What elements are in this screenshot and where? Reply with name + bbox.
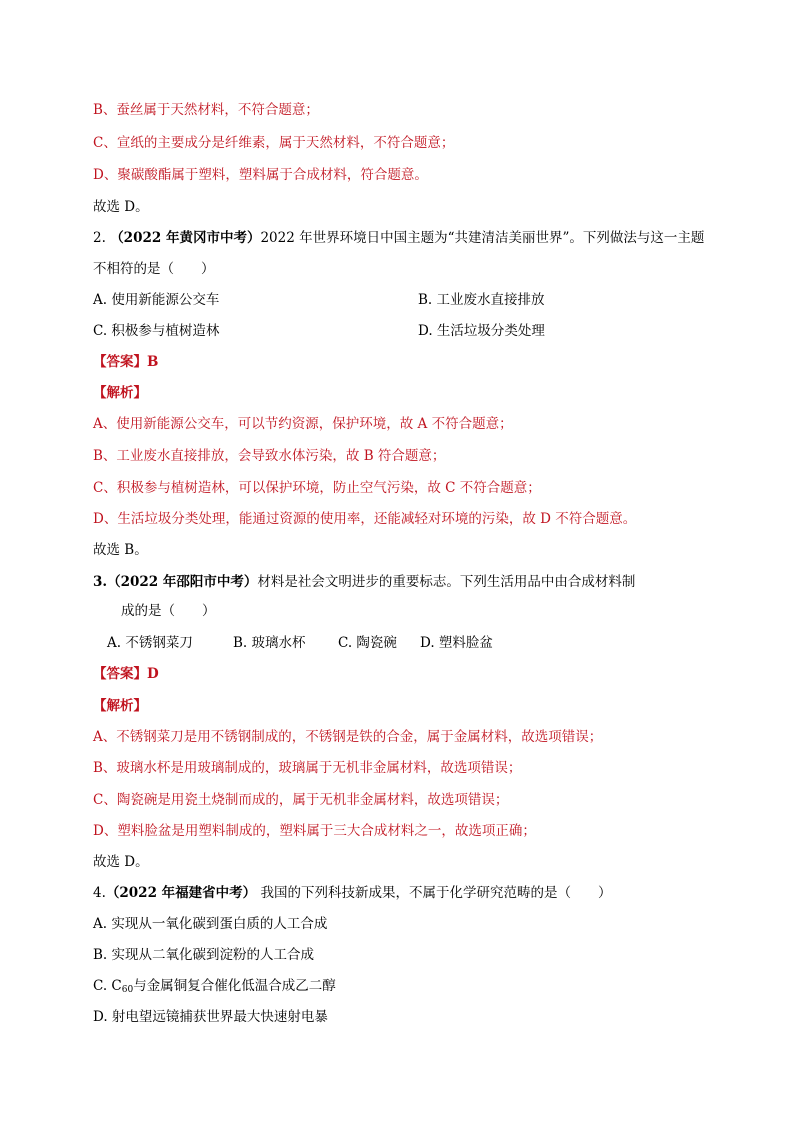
q4-option-d: D. 射电望远镜捕获世界最大快速射电暴 <box>93 1009 328 1025</box>
q2-option-d: D. 生活垃圾分类处理 <box>418 323 545 339</box>
q2-option-b: B. 工业废水直接排放 <box>418 292 545 308</box>
q3-number: 3. <box>93 574 108 590</box>
q4-option-c-text: 与金属铜复合催化低温合成乙二醇 <box>133 978 336 994</box>
q4-stem-line <box>93 883 611 903</box>
q4-source: （2022 年福建省中考） <box>105 885 257 901</box>
q3-option-b: B. 玻璃水杯 <box>233 635 306 651</box>
q2-stem-line1 <box>93 228 704 248</box>
q4-option-c-prefix: C. C <box>93 978 122 994</box>
q2-analysis-a: A、使用新能源公交车，可以节约资源，保护环境，故 A 不符合题意； <box>93 416 513 432</box>
q3-answer: 【答案】D <box>93 666 159 682</box>
q3-analysis-a: A、不锈钢菜刀是用不锈钢制成的，不锈钢是铁的合金，属于金属材料，故选项错误； <box>93 729 603 745</box>
q1-analysis-d: D、聚碳酸酯属于塑料，塑料属于合成材料，符合题意。 <box>93 167 428 183</box>
q3-analysis-d: D、塑料脸盆是用塑料制成的，塑料属于三大合成材料之一，故选项正确； <box>93 823 536 839</box>
q2-analysis-d: D、生活垃圾分类处理，能通过资源的使用率，还能减轻对环境的污染，故 D 不符合题意。 <box>93 511 637 527</box>
q3-stem-text: 材料是社会文明进步的重要标志。下列生活用品中由合成材料制 <box>257 574 636 590</box>
q4-option-c <box>93 976 336 1000</box>
q2-analysis-b: B、工业废水直接排放，会导致水体污染，故 B 符合题意； <box>93 448 446 464</box>
q3-analysis-c: C、陶瓷碗是用瓷土烧制而成的，属于无机非金属材料，故选项错误； <box>93 792 509 808</box>
q2-number: 2. <box>93 230 106 246</box>
q1-analysis-b: B、蚕丝属于天然材料，不符合题意； <box>93 102 319 118</box>
q2-source: （2022 年黄冈市中考） <box>110 230 261 246</box>
q2-option-a: A. 使用新能源公交车 <box>93 292 220 308</box>
q4-option-b: B. 实现从二氧化碳到淀粉的人工合成 <box>93 947 315 963</box>
q3-option-d: D. 塑料脸盆 <box>420 635 493 651</box>
q3-option-c: C. 陶瓷碗 <box>338 635 397 651</box>
q2-answer: 【答案】B <box>93 354 159 370</box>
q2-analysis-c: C、积极参与植树造林，可以保护环境，防止空气污染，故 C 不符合题意； <box>93 480 541 496</box>
q3-option-a: A. 不锈钢菜刀 <box>107 635 193 651</box>
q3-stem-line2: 成的是（ ） <box>121 603 216 619</box>
q2-analysis-title: 【解析】 <box>93 385 147 401</box>
q3-conclusion: 故选 D。 <box>93 854 149 870</box>
q3-analysis-b: B、玻璃水杯是用玻璃制成的，玻璃属于无机非金属材料，故选项错误； <box>93 760 522 776</box>
q2-option-c: C. 积极参与植树造林 <box>93 323 220 339</box>
q3-stem-line1 <box>93 572 635 592</box>
q2-conclusion: 故选 B。 <box>93 542 148 558</box>
q4-number: 4. <box>93 885 106 901</box>
q2-stem-line2: 不相符的是（ ） <box>93 261 215 277</box>
q1-conclusion: 故选 D。 <box>93 199 149 215</box>
q2-stem-text: 2022 年世界环境日中国主题为“共建清洁美丽世界”。下列做法与这一主题 <box>260 230 705 246</box>
q3-analysis-title: 【解析】 <box>93 698 147 714</box>
q1-analysis-c: C、宣纸的主要成分是纤维素，属于天然材料，不符合题意； <box>93 135 455 151</box>
q3-source: （2022 年邵阳市中考） <box>107 574 258 590</box>
q4-stem-text: 我国的下列科技新成果，不属于化学研究范畴的是（ ） <box>260 885 612 901</box>
q4-option-c-subscript: 60 <box>121 985 134 995</box>
q4-option-a: A. 实现从一氧化碳到蛋白质的人工合成 <box>93 916 328 932</box>
